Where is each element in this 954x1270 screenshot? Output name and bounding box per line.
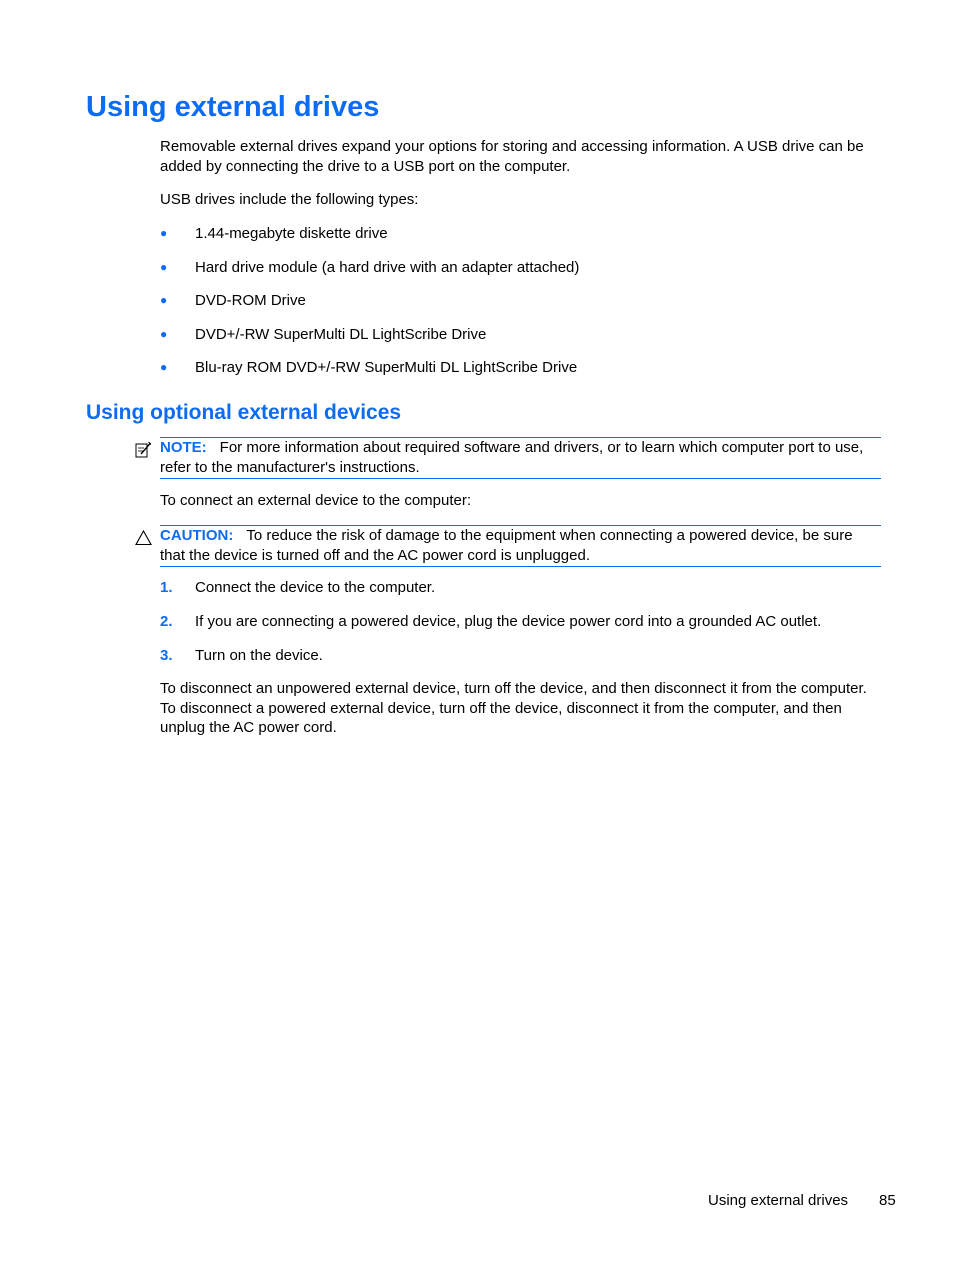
caution-label: CAUTION: [160, 527, 234, 544]
disconnect-paragraph: To disconnect an unpowered external device, turn off the device, and then disconnect it from the computer. To disconnect a powered external device, turn off the device, disconnect it from the computer, and then unplug the AC power cord. [160, 680, 867, 736]
step-item [160, 612, 882, 632]
step-text: If you are connecting a powered device, plug the device power cord into a grounded AC outlet. [195, 613, 822, 630]
intro-paragraph: Removable external drives expand your options for storing and accessing information. A USB drive can be added by connecting the drive to a USB port on the computer. [160, 138, 864, 175]
caution-box [160, 525, 881, 567]
bullet-icon: ● [160, 259, 168, 274]
footer-page-number: 85 [879, 1192, 896, 1209]
bullet-icon: ● [160, 360, 168, 375]
list-item [160, 358, 882, 378]
step-text: Turn on the device. [195, 647, 323, 664]
section-title: Using optional external devices [86, 401, 402, 424]
step-number: 3. [160, 647, 173, 664]
steps-list [160, 578, 882, 680]
footer-chapter: Using external drives [708, 1192, 849, 1209]
bullet-icon: ● [160, 226, 168, 240]
list-item [160, 291, 882, 311]
step-number: 2. [160, 613, 173, 630]
list-item [160, 325, 882, 345]
bullet-icon: ● [160, 293, 168, 308]
list-item-text: Hard drive module (a hard drive with an adapter attached) [195, 258, 580, 276]
list-item [160, 258, 882, 278]
step-item [160, 646, 882, 666]
connect-intro-paragraph: To connect an external device to the computer: [160, 492, 472, 509]
caution-triangle-icon [135, 529, 152, 546]
step-item [160, 578, 882, 598]
note-label: NOTE: [160, 439, 207, 456]
list-item-text: DVD-ROM Drive [195, 292, 306, 310]
list-item-text: Blu-ray ROM DVD+/-RW SuperMulti DL LightScribe Drive [195, 359, 578, 377]
step-number: 1. [160, 579, 173, 596]
note-text: For more information about required software and drivers, or to learn which computer port to use, refer to the manufacturer's instructions. [160, 439, 864, 476]
list-item [160, 224, 882, 244]
list-item-text: DVD+/-RW SuperMulti DL LightScribe Drive [195, 325, 487, 343]
page-title: Using external drives [86, 91, 380, 123]
note-pencil-icon [135, 441, 152, 458]
drive-types-list [160, 224, 882, 392]
types-intro-paragraph: USB drives include the following types: [160, 191, 419, 208]
bullet-icon: ● [160, 326, 168, 341]
list-item-text: 1.44-megabyte diskette drive [195, 225, 388, 242]
caution-text: To reduce the risk of damage to the equipment when connecting a powered device, be sure that the device is turned off and the AC power cord is unplugged. [160, 527, 853, 564]
step-text: Connect the device to the computer. [195, 579, 436, 596]
note-box [160, 437, 881, 479]
